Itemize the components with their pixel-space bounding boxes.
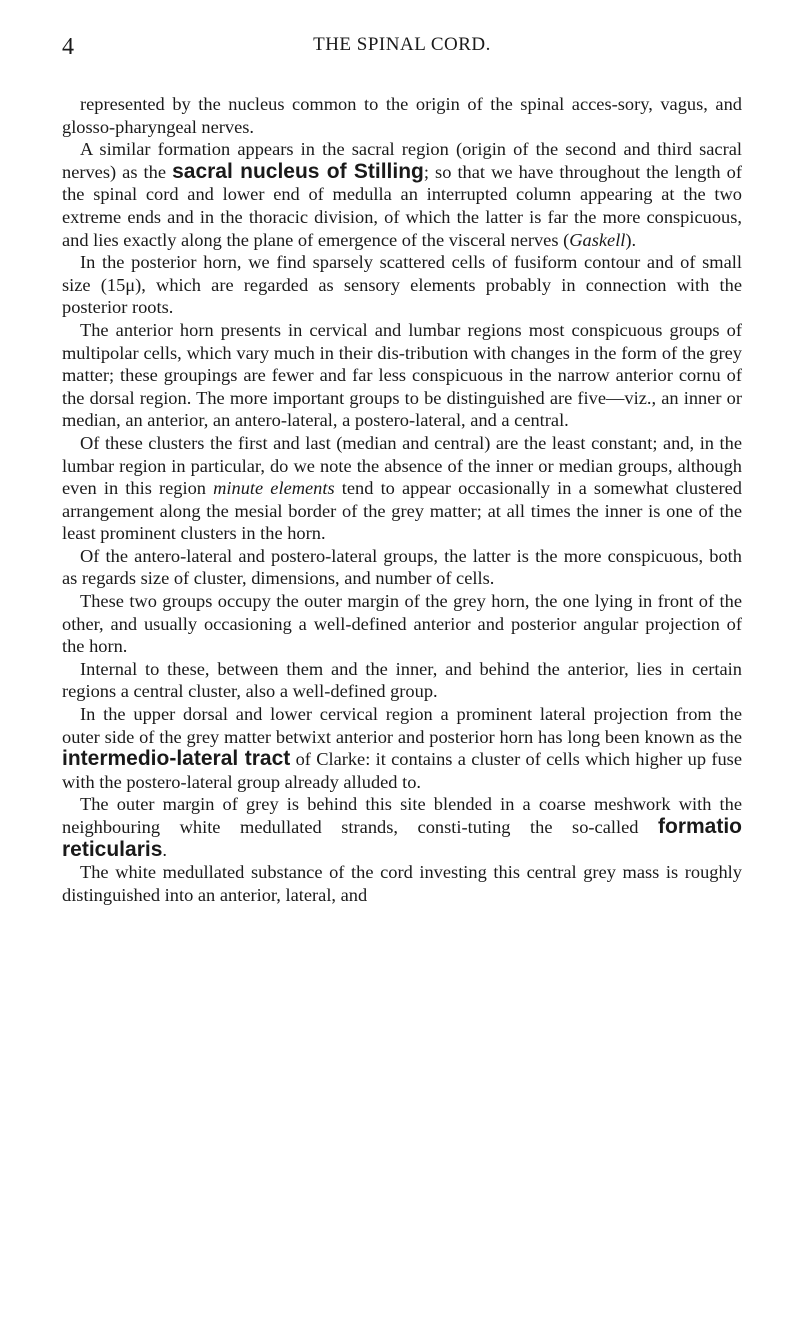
paragraph: Of the antero-lateral and postero-lateral groups, the latter is the more conspicuous, both as regards size of cluster, dimensions, and number of cells. bbox=[62, 545, 742, 589]
bold-term: intermedio-lateral tract bbox=[62, 747, 291, 771]
paragraph: represented by the nucleus common to the origin of the spinal acces-sory, vagus, and glosso-pharyngeal nerves. bbox=[62, 94, 742, 137]
page-header bbox=[62, 34, 742, 70]
paragraph: These two groups occupy the outer margin of the grey horn, the one lying in front of the other, and usually occasioning a well-defined anterior and posterior angular projection of the horn. bbox=[62, 591, 742, 657]
page-number: 4 bbox=[62, 34, 74, 60]
bold-term: sacral nucleus of Stilling bbox=[172, 159, 424, 183]
paragraph: In the upper dorsal and lower cervical region a prominent lateral projection from the outer side of the grey matter betwixt anterior and posterior horn has long been known as the intermedio-lateral tract of Clarke: it contains a cluster of cells which higher up fuse with the postero-lateral group already alluded to. bbox=[62, 704, 742, 792]
paragraph: In the posterior horn, we find sparsely scattered cells of fusiform contour and of small size (15μ), which are regarded as sensory elements probably in connection with the posterior roots. bbox=[62, 252, 742, 318]
running-title: THE SPINAL CORD. bbox=[313, 34, 491, 55]
paragraph: Internal to these, between them and the inner, and behind the anterior, lies in certain regions a central cluster, also a well-defined group. bbox=[62, 658, 742, 702]
paragraph: The white medullated substance of the cord investing this central grey mass is roughly distinguished into an anterior, lateral, and bbox=[62, 862, 742, 905]
italic-citation: Gaskell bbox=[569, 229, 626, 250]
paragraph: The anterior horn presents in cervical and lumbar regions most conspicuous groups of multipolar cells, which vary much in their dis-tribution with changes in the form of the grey matter; these groupings are fewer and far less conspicuous in the narrow anterior cornu of the dorsal region. The more important groups to be distinguished are five—viz., an inner or median, an anterior, an antero-lateral, a postero-lateral, and a central. bbox=[62, 319, 742, 431]
bold-term: formatio reticularis bbox=[62, 815, 742, 861]
italic-term: minute elements bbox=[213, 478, 335, 499]
paragraph: A similar formation appears in the sacral region (origin of the second and third sacral nerves) as the sacral nucleus of Stilling; so that we have throughout the length of the spinal cord and lower end of medulla an interrupted column appearing at the two extreme ends and in the thoracic division, of which the latter is far the more conspicuous, and lies exactly along the plane of emergence of the visceral nerves (Gaskell). bbox=[62, 139, 742, 250]
body-text bbox=[62, 93, 742, 906]
paragraph: The outer margin of grey is behind this site blended in a coarse meshwork with the neighbouring white medullated strands, consti-tuting the so-called formatio reticularis. bbox=[62, 794, 742, 861]
paragraph: Of these clusters the first and last (median and central) are the least constant; and, in the lumbar region in particular, do we note the absence of the inner or median groups, although even in this region minute elements tend to appear occasionally in a somewhat clustered arrangement along the mesial border of the grey matter; at all times the inner is one of the least prominent clusters in the horn. bbox=[62, 432, 742, 544]
